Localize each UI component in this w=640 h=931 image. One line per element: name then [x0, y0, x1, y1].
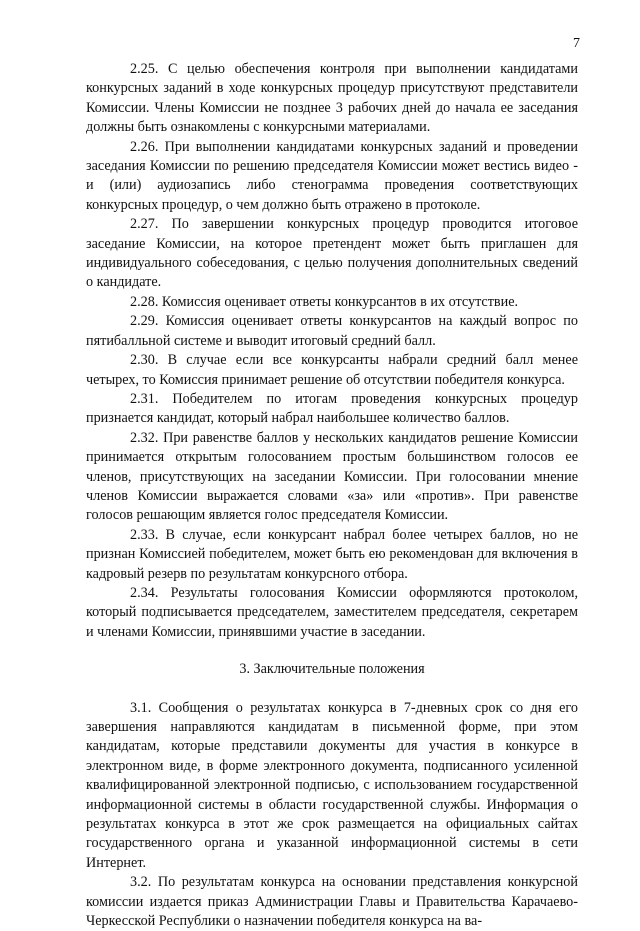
- paragraph-2-27: 2.27. По завершении конкурсных процедур проводится итоговое заседание Комиссии, на которое претендент может быть приглашен для индивидуального собеседования, с целью получения дополнительных сведений о кандидате.: [86, 216, 578, 291]
- paragraph-2-29: 2.29. Комиссия оценивает ответы конкурсантов на каждый вопрос по пятибалльной системе и выводит итоговый средний балл.: [86, 313, 578, 349]
- paragraph-2-33: 2.33. В случае, если конкурсант набрал более четырех баллов, но не признан Комиссией победителем, может быть ею рекомендован для включения в кадровый резерв по результатам конкурсного отбора.: [86, 526, 578, 582]
- document-body: [86, 60, 578, 931]
- paragraph-2-34: 2.34. Результаты голосования Комиссии оформляются протоколом, который подписывается председателем, заместителем председателя, секретарем и членами Комиссии, принявшими участие в заседании.: [86, 584, 578, 640]
- section-heading: 3. Заключительные положения: [239, 661, 425, 678]
- page-number: 7: [573, 36, 580, 51]
- paragraph-2-25: 2.25. С целью обеспечения контроля при выполнении кандидатами конкурсных заданий в ходе конкурсных процедур присутствуют представители Комиссии. Члены Комиссии не позднее 3 рабочих дней до начала ее заседания должны быть ознакомлены с конкурсными материалами.: [86, 61, 578, 136]
- paragraph-3-1: 3.1. Сообщения о результатах конкурса в 7-дневных срок со дня его завершения направляются кандидатам в письменной форме, при этом кандидатам, которые представили документы для участия в конкурсе в электронном виде, в форме электронного документа, подписанного усиленной квалифицированной электронной подписью, с использованием государственной информационной системы в области государственной службы. Информация о результатах конкурса в этот же срок размещается на официальных сайтах государственного органа и указанной информационной системы в сети Интернет.: [86, 699, 578, 871]
- paragraph-2-31: 2.31. Победителем по итогам проведения конкурсных процедур признается кандидат, который набрал наибольшее количество баллов.: [86, 390, 578, 427]
- paragraph-3-2: 3.2. По результатам конкурса на основании представления конкурсной комиссии издается приказ Администрации Главы и Правительства Карачаево-Черкесской Республики о назначении победителя конкурса на ва-: [86, 874, 578, 930]
- paragraph-2-28: 2.28. Комиссия оценивает ответы конкурсантов в их отсутствие.: [130, 293, 519, 310]
- paragraph-2-30: 2.30. В случае если все конкурсанты набрали средний балл менее четырех, то Комиссия принимает решение об отсутствии победителя конкурса.: [86, 352, 578, 388]
- paragraph-2-26: 2.26. При выполнении кандидатами конкурсных заданий и проведении заседания Комиссии по решению председателя Комиссии может вестись видео - и (или) аудиозапись либо стенограмма проведения соответствующих конкурсных процедур, о чем должно быть отражено в протоколе.: [86, 138, 578, 213]
- paragraph-2-32: 2.32. При равенстве баллов у нескольких кандидатов решение Комиссии принимается открытым голосованием простым большинством голосов ее членов, присутствующих на заседании Комиссии. При голосовании мнение членов Комиссии выражается словами «за» или «против». При равенстве голосов решающим является голос председателя Комиссии.: [86, 429, 578, 524]
